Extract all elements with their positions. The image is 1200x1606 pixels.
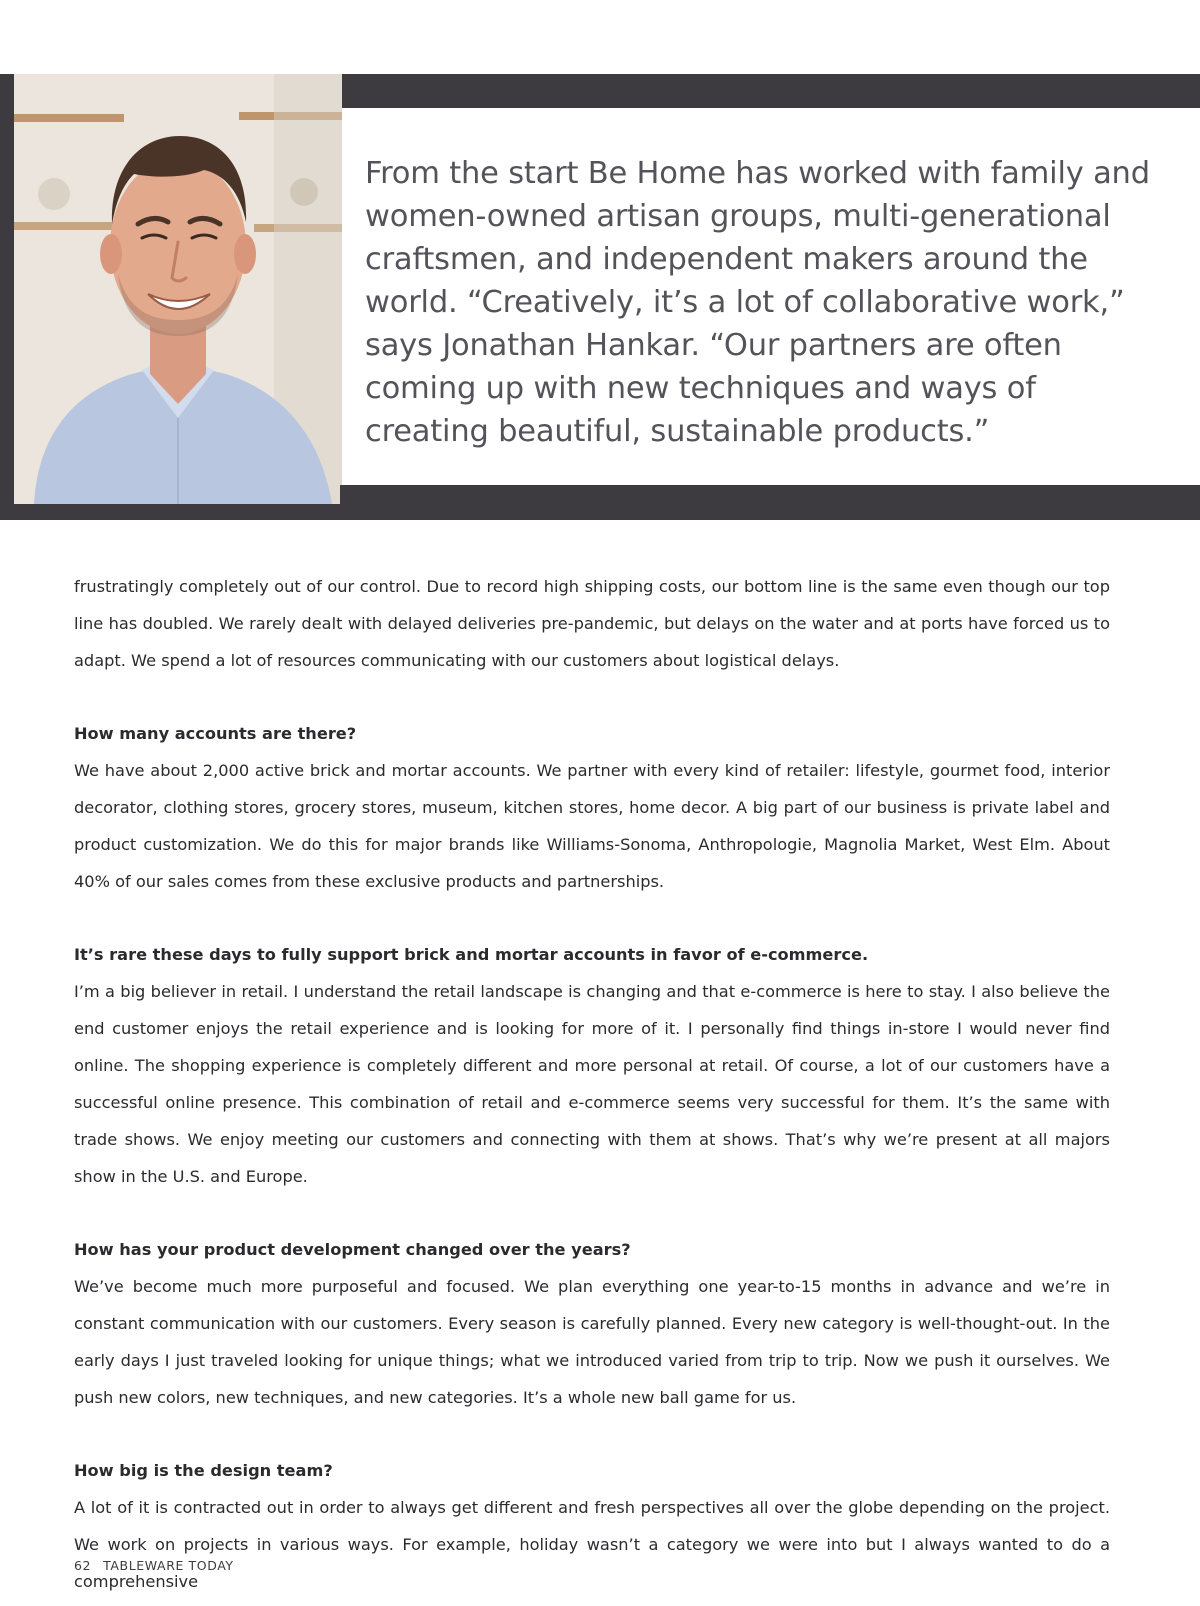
question-heading: How many accounts are there? bbox=[74, 724, 357, 743]
page-number: 62 bbox=[74, 1558, 92, 1573]
portrait-frame bbox=[0, 74, 342, 520]
answer-paragraph: I’m a big believer in retail. I understand the retail landscape is changing and that e-commerce is here to stay. I also believe the end customer enjoys the retail experience and is looking for more of it. I personally find things in-store I would never find online. The shopping experience is completely different and more personal at retail. Of course, a lot of our customers have a successful online presence. This combination of retail and e-commerce seems very successful for them. It’s the same with trade shows. We enjoy meeting our customers and connecting with them at shows. That’s why we’re present at all majors show in the U.S. and Europe. bbox=[74, 982, 1110, 1186]
question-heading: How has your product development changed over the years? bbox=[74, 1240, 631, 1259]
article-body bbox=[74, 568, 1110, 1600]
answer-paragraph: We’ve become much more purposeful and focused. We plan everything one year-to-15 months in advance and we’re in constant communication with our customers. Every season is carefully planned. Every new category is well-thought-out. In the early days I just traveled looking for unique things; what we introduced varied from trip to trip. Now we push it ourselves. We push new colors, new techniques, and new categories. It’s a whole new ball game for us. bbox=[74, 1277, 1110, 1407]
portrait-illustration bbox=[14, 74, 342, 504]
portrait-photo bbox=[14, 74, 342, 504]
hero-section bbox=[0, 74, 1200, 520]
pull-quote: From the start Be Home has worked with family and women-owned artisan groups, multi-generational craftsmen, and independent makers around the world. “Creatively, it’s a lot of collaborative work,” says Jonathan Hankar. “Our partners are often coming up with new techniques and ways of creating beautiful, sustainable products.” bbox=[365, 156, 1150, 449]
hero-bar-bottom bbox=[340, 485, 1200, 520]
question-heading: It’s rare these days to fully support brick and mortar accounts in favor of e-commerce. bbox=[74, 945, 869, 964]
hero-bar-top bbox=[340, 74, 1200, 108]
question-heading: How big is the design team? bbox=[74, 1461, 333, 1480]
intro-paragraph: frustratingly completely out of our control. Due to record high shipping costs, our bottom line is the same even though our top line has doubled. We rarely dealt with delayed deliveries pre-pandemic, but delays on the water and at ports have forced us to adapt. We spend a lot of resources communicating with our customers about logistical delays. bbox=[74, 577, 1110, 670]
answer-paragraph: We have about 2,000 active brick and mortar accounts. We partner with every kind of retailer: lifestyle, gourmet food, interior decorator, clothing stores, grocery stores, museum, kitchen stores, home decor. A big part of our business is private label and product customization. We do this for major brands like Williams-Sonoma, Anthropologie, Magnolia Market, West Elm. About 40% of our sales comes from these exclusive products and partnerships. bbox=[74, 761, 1110, 891]
publication-name: TABLEWARE TODAY bbox=[103, 1558, 234, 1573]
page-footer bbox=[74, 1558, 234, 1573]
answer-paragraph-continued: A lot of it is contracted out in order to always get different and fresh perspectives all over the globe depending on the project. We work on projects in various ways. For example, holiday wasn’t a category we were into but I always wanted to do a comprehensive bbox=[74, 1498, 1110, 1591]
